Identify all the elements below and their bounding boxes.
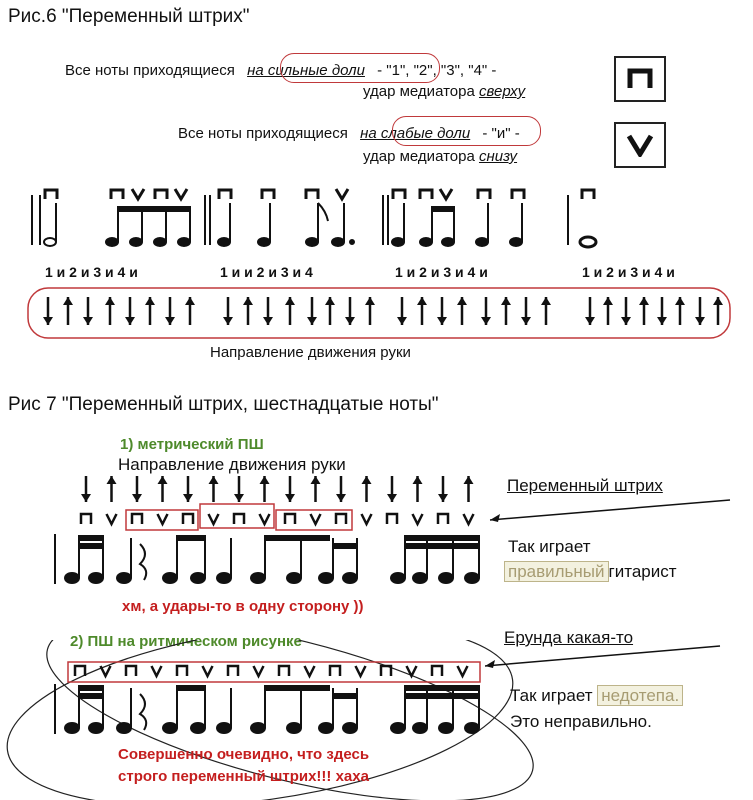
downstroke-mark bbox=[132, 514, 142, 524]
fig7-notes-2 bbox=[55, 684, 479, 734]
fig7-arrow bbox=[183, 476, 193, 502]
fig6-arrow-row bbox=[43, 297, 723, 325]
fig7-notes-1 bbox=[55, 534, 479, 584]
fig7-sub2: 2) ПШ на ритмическом рисунке bbox=[70, 633, 302, 650]
note-head bbox=[465, 573, 479, 583]
fig6-arrow bbox=[307, 297, 317, 325]
fig6-arrow bbox=[457, 297, 467, 325]
note-head bbox=[217, 573, 231, 583]
fig6-line1b bbox=[363, 83, 525, 100]
fig6-arrow bbox=[541, 297, 551, 325]
upstroke-mark bbox=[158, 514, 168, 524]
fig6-counts-4: 1 и 2 и 3 и 4 и bbox=[582, 264, 675, 280]
note-head bbox=[439, 723, 453, 733]
note-head bbox=[319, 723, 333, 733]
fig7-arrow bbox=[209, 476, 219, 502]
note-head bbox=[163, 573, 177, 583]
fig7-arrow bbox=[132, 476, 142, 502]
fig6-arrow bbox=[243, 297, 253, 325]
fig7-arrow bbox=[107, 476, 117, 502]
fig6-line1b-pre: удар медиатора bbox=[363, 83, 475, 100]
fig6-line2-post: - "и" - bbox=[482, 125, 520, 142]
fig7-stroke-marks-1 bbox=[81, 514, 474, 524]
note-head bbox=[117, 573, 131, 583]
note-head bbox=[413, 723, 427, 733]
fig6-arrow bbox=[417, 297, 427, 325]
downstroke-mark bbox=[330, 666, 340, 676]
fig7-arrow bbox=[336, 476, 346, 502]
downstroke-mark bbox=[285, 514, 295, 524]
fig6-arrow bbox=[365, 297, 375, 325]
fig7-arrow bbox=[387, 476, 397, 502]
label-alternate-picking: Переменный штрих bbox=[507, 476, 663, 495]
note-head bbox=[65, 723, 79, 733]
note-head bbox=[191, 723, 205, 733]
fig6-arrow bbox=[105, 297, 115, 325]
fig6-title: Рис.6 "Переменный штрих" bbox=[8, 6, 250, 27]
downstroke-mark bbox=[234, 514, 244, 524]
fig7-arrow-row bbox=[81, 476, 474, 502]
fig7-arrow bbox=[158, 476, 168, 502]
fig7-arrow bbox=[362, 476, 372, 502]
downstroke-mark bbox=[279, 666, 289, 676]
fig6-arrow bbox=[397, 297, 407, 325]
fig6-stroke-marks bbox=[45, 189, 594, 199]
fig6-arrows-oval bbox=[28, 288, 730, 338]
fig6-counts-3: 1 и 2 и 3 и 4 и bbox=[395, 264, 488, 280]
fig7-arrow bbox=[413, 476, 423, 502]
note-head bbox=[191, 573, 205, 583]
note-head bbox=[251, 573, 265, 583]
upstroke-mark bbox=[464, 514, 474, 524]
downstroke-mark bbox=[432, 666, 442, 676]
fig6-arrow bbox=[621, 297, 631, 325]
downstroke-mark bbox=[81, 514, 91, 524]
weak-beats-oval bbox=[392, 116, 541, 146]
player1-highlight: правильный bbox=[504, 561, 609, 582]
downstroke-mark bbox=[381, 666, 391, 676]
fig7-arrow bbox=[260, 476, 270, 502]
fig7-arrow bbox=[438, 476, 448, 502]
upstroke-mark bbox=[203, 666, 213, 676]
note-head bbox=[465, 723, 479, 733]
fig6-arrow bbox=[501, 297, 511, 325]
note-head bbox=[117, 723, 131, 733]
fig6-arrow bbox=[521, 297, 531, 325]
upstroke-mark bbox=[311, 514, 321, 524]
fig6-line1-pre: Все ноты приходящиеся bbox=[65, 62, 235, 79]
note-head bbox=[163, 723, 177, 733]
downstroke-mark bbox=[183, 514, 193, 524]
fig6-arrow bbox=[345, 297, 355, 325]
fig6-arrow bbox=[325, 297, 335, 325]
upstroke-mark bbox=[209, 514, 219, 524]
downstroke-mark bbox=[228, 666, 238, 676]
player1-line bbox=[504, 562, 677, 582]
upstroke-mark bbox=[413, 514, 423, 524]
upstroke-mark bbox=[152, 666, 162, 676]
upstroke-mark bbox=[305, 666, 315, 676]
upstroke-mark bbox=[356, 666, 366, 676]
note-head bbox=[251, 723, 265, 733]
fig6-arrow bbox=[125, 297, 135, 325]
fig6-arrow bbox=[145, 297, 155, 325]
fig7-arrow bbox=[81, 476, 91, 502]
player2-highlight: недотепа. bbox=[597, 685, 683, 706]
fig6-from-below: снизу bbox=[478, 148, 518, 165]
note-head bbox=[439, 573, 453, 583]
fig6-notation bbox=[0, 185, 753, 360]
fig6-arrow bbox=[165, 297, 175, 325]
fig6-arrow bbox=[603, 297, 613, 325]
fig6-counts-2: 1 и и 2 и 3 и 4 bbox=[220, 264, 313, 280]
downstroke-mark bbox=[438, 514, 448, 524]
downstroke-icon bbox=[626, 68, 654, 90]
fig6-strong-beats: на сильные доли bbox=[247, 62, 365, 79]
note-head bbox=[65, 573, 79, 583]
fig6-arrow bbox=[437, 297, 447, 325]
fig6-counts-1: 1 и 2 и 3 и 4 и bbox=[45, 264, 138, 280]
upstroke-icon bbox=[626, 133, 654, 157]
note-head bbox=[287, 573, 301, 583]
fig7-arrow bbox=[311, 476, 321, 502]
note-head bbox=[319, 573, 333, 583]
fig6-caption: Направление движения руки bbox=[210, 344, 411, 360]
note-head bbox=[217, 723, 231, 733]
upstroke-mark bbox=[362, 514, 372, 524]
fig6-arrow bbox=[585, 297, 595, 325]
downstroke-box bbox=[614, 56, 666, 102]
fig7-arrow bbox=[234, 476, 244, 502]
plays2-line bbox=[510, 686, 683, 706]
comment2a: Совершенно очевидно, что здесь bbox=[118, 746, 370, 763]
fig7-sub1: 1) метрический ПШ bbox=[120, 436, 264, 453]
fig6-arrow bbox=[285, 297, 295, 325]
note-head bbox=[287, 723, 301, 733]
fig6-arrow bbox=[639, 297, 649, 325]
upstroke-mark bbox=[107, 514, 117, 524]
note-head bbox=[343, 723, 357, 733]
plays1-label: Так играет bbox=[508, 537, 591, 556]
strong-beats-oval bbox=[280, 53, 440, 83]
fig6-arrow bbox=[263, 297, 273, 325]
fig6-arrow bbox=[713, 297, 723, 325]
fig6-weak-beats: на слабые доли bbox=[360, 125, 471, 142]
fig6-arrow bbox=[223, 297, 233, 325]
downstroke-mark bbox=[126, 666, 136, 676]
fig6-notes bbox=[44, 203, 596, 247]
fig6-arrow bbox=[63, 297, 73, 325]
note-head bbox=[413, 573, 427, 583]
upstroke-mark bbox=[407, 666, 417, 676]
fig6-arrow bbox=[657, 297, 667, 325]
fig6-line2b-pre: удар медиатора bbox=[363, 148, 475, 165]
upstroke-mark bbox=[101, 666, 111, 676]
note-head bbox=[343, 573, 357, 583]
downstroke-mark bbox=[336, 514, 346, 524]
fig7-title: Рис 7 "Переменный штрих, шестнадцатые ноты" bbox=[8, 394, 439, 415]
fig6-arrow bbox=[83, 297, 93, 325]
note-head bbox=[89, 723, 103, 733]
fig6-arrow bbox=[43, 297, 53, 325]
fig7-arrow bbox=[285, 476, 295, 502]
comment1: хм, а удары-то в одну сторону )) bbox=[122, 598, 364, 615]
fig6-arrow bbox=[675, 297, 685, 325]
upstroke-mark bbox=[254, 666, 264, 676]
upstroke-mark bbox=[458, 666, 468, 676]
fig6-arrow bbox=[185, 297, 195, 325]
wrong-label: Это неправильно. bbox=[510, 712, 652, 731]
downstroke-mark bbox=[75, 666, 85, 676]
note-head bbox=[89, 573, 103, 583]
label-nonsense: Ерунда какая-то bbox=[504, 628, 634, 647]
fig7-arrow bbox=[464, 476, 474, 502]
note-head bbox=[391, 573, 405, 583]
fig7-sub1-caption: Направление движения руки bbox=[118, 455, 346, 474]
fig6-line1-post: - "1", "2", "3", "4" - bbox=[377, 62, 497, 79]
comment2b: строго переменный штрих!!! хаха bbox=[118, 768, 369, 785]
plays2-label: Так играет bbox=[510, 686, 593, 705]
fig6-from-above: сверху bbox=[478, 83, 526, 100]
note-head bbox=[391, 723, 405, 733]
downstroke-mark bbox=[177, 666, 187, 676]
player1-suffix: гитарист bbox=[608, 562, 677, 581]
upstroke-box bbox=[614, 122, 666, 168]
fig6-line2b bbox=[363, 148, 517, 165]
downstroke-mark bbox=[387, 514, 397, 524]
fig6-arrow bbox=[481, 297, 491, 325]
fig6-line2-pre: Все ноты приходящиеся bbox=[178, 125, 348, 142]
upstroke-mark bbox=[260, 514, 270, 524]
fig6-arrow bbox=[695, 297, 705, 325]
